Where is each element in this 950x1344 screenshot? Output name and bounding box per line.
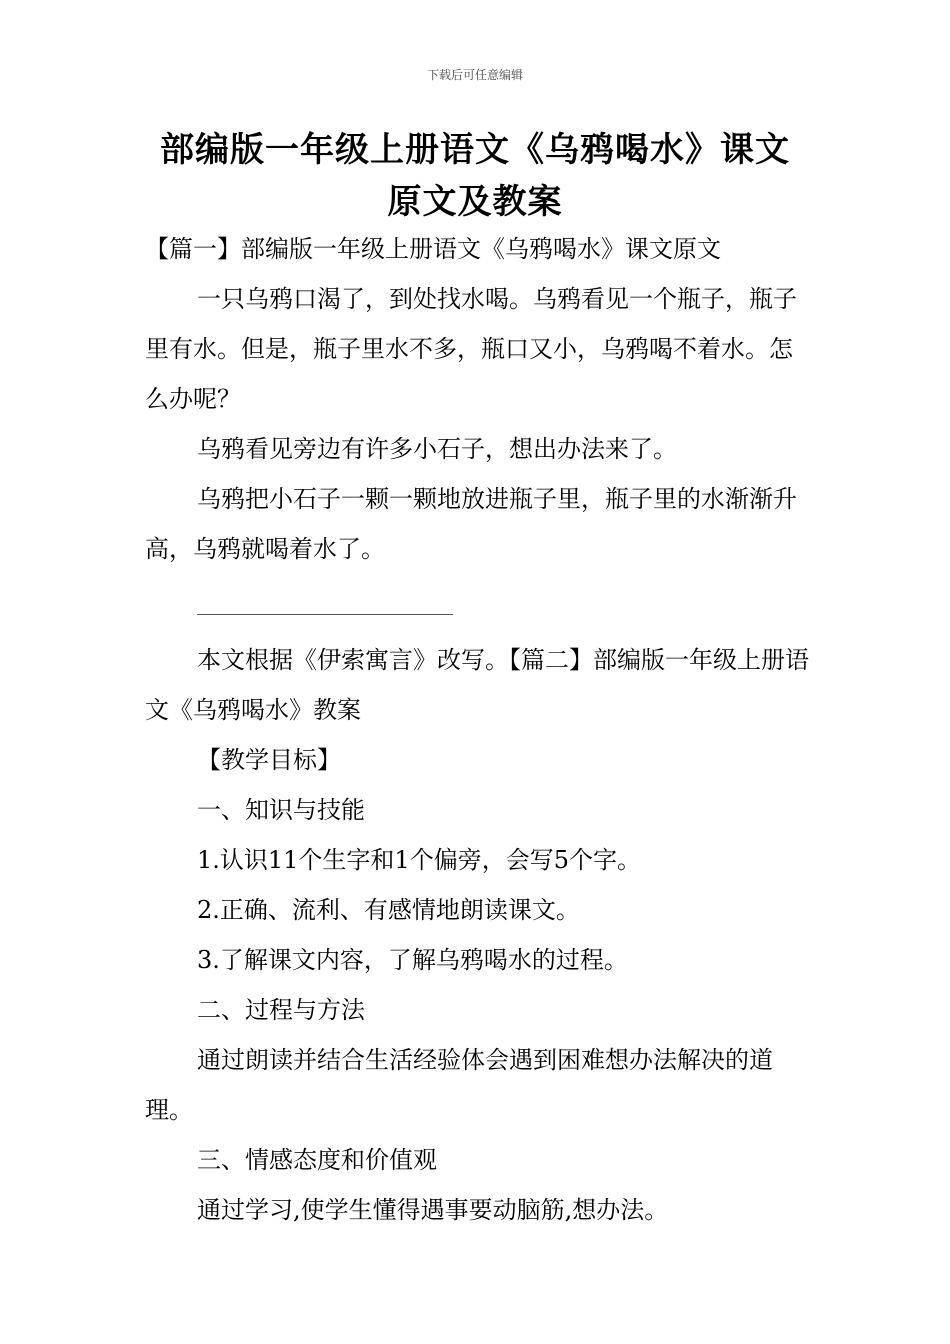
goal2-heading: 二、过程与方法 [197,996,365,1024]
goal1-item-2: 2.正确、流利、有感情地朗读课文。 [197,896,580,924]
goal1-heading: 一、知识与技能 [197,796,365,824]
story-paragraph-3: 乌鸦把小石子一颗一颗地放进瓶子里，瓶子里的水渐渐升高，乌鸦就喝着水了。 [145,485,797,563]
goals-heading: 【教学目标】 [197,746,341,774]
goal3-text: 通过学习,使学生懂得遇事要动脑筋,想办法。 [197,1196,669,1224]
goal1-item-3: 3.了解课文内容，了解乌鸦喝水的过程。 [197,946,628,974]
story-paragraph-1: 一只乌鸦口渴了，到处找水喝。乌鸦看见一个瓶子，瓶子里有水。但是，瓶子里水不多，瓶口又小，乌鸦喝不着水。怎么办呢？ [145,285,797,413]
story-paragraph-2: 乌鸦看见旁边有许多小石子，想出办法来了。 [197,435,677,463]
document-body [145,224,810,1235]
goal3-heading: 三、情感态度和价值观 [197,1146,437,1174]
goal2-text: 通过朗读并结合生活经验体会遇到困难想办法解决的道理。 [145,1046,773,1124]
title-line-1: 部编版一年级上册语文《乌鸦喝水》课文 [160,130,790,170]
title-line-2: 原文及教案 [387,182,563,222]
source-paragraph: 本文根据《伊索寓言》改写。【篇二】部编版一年级上册语文《乌鸦喝水》教案 [145,646,809,724]
section-heading-1: 【篇一】部编版一年级上册语文《乌鸦喝水》课文原文 [145,235,721,263]
divider-rule [197,614,453,615]
document-title [145,124,805,228]
header-note: 下载后可任意编辑 [426,68,523,82]
goal1-item-1: 1.认识11个生字和1个偏旁，会写5个字。 [197,846,641,874]
